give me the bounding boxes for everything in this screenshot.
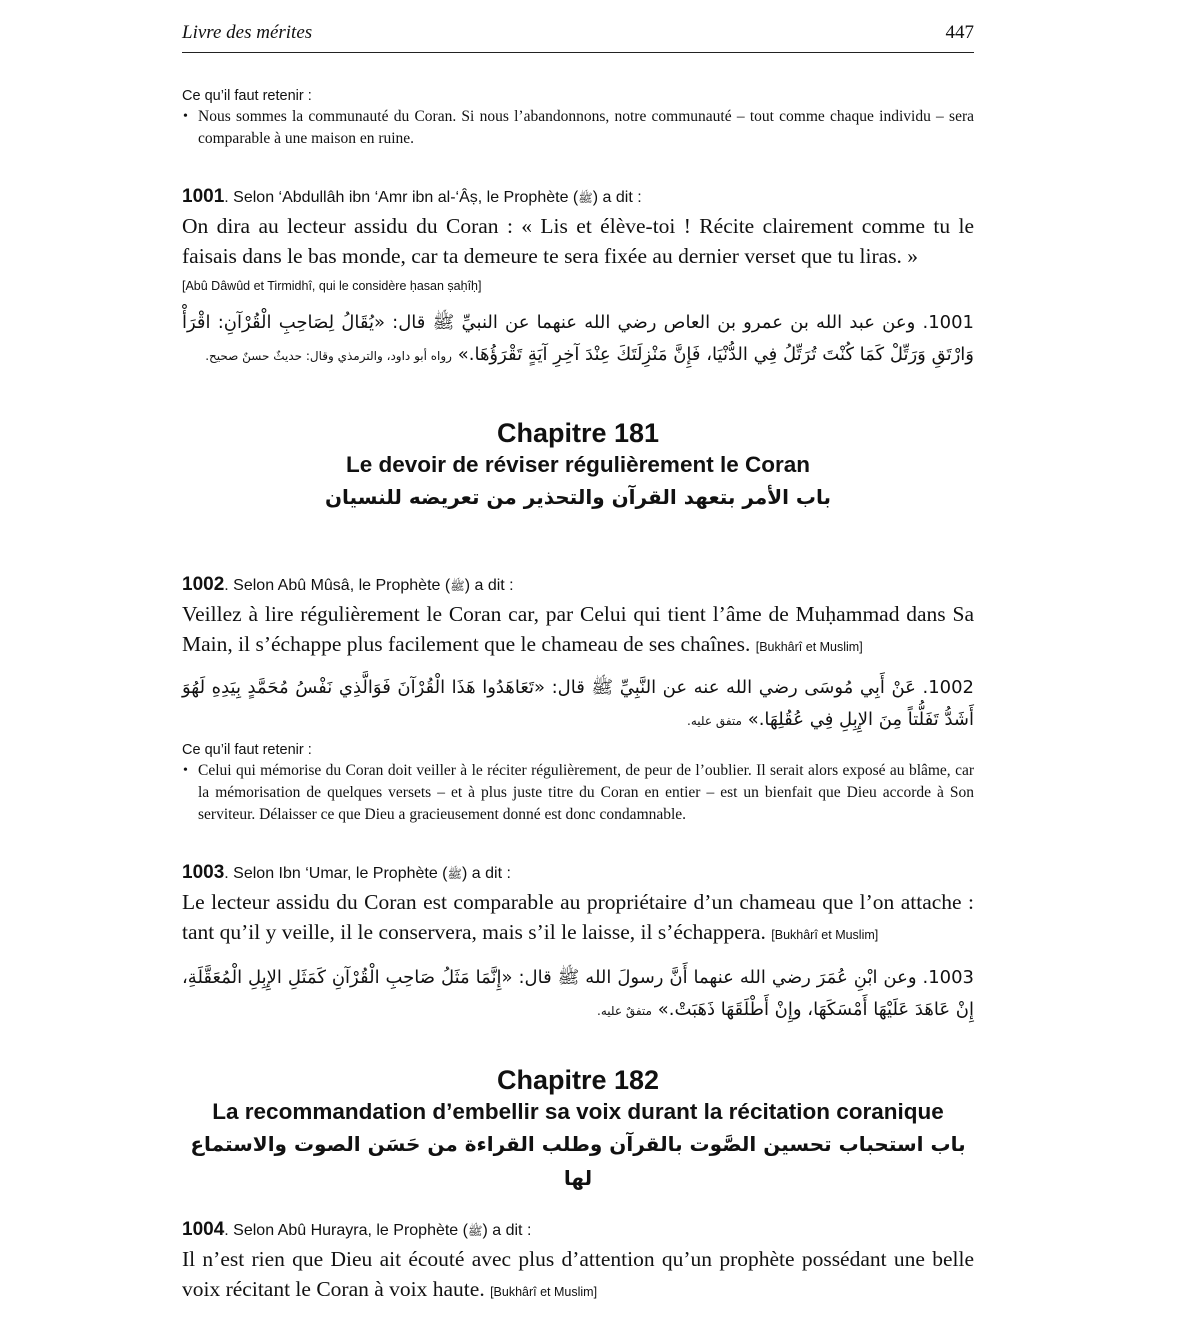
hadith-source: [Bukhârî et Muslim] xyxy=(771,928,879,942)
bullet-icon: • xyxy=(183,763,188,778)
retenir-item xyxy=(182,106,974,150)
hadith-narrator: . Selon ‘Abdullâh ibn ‘Amr ibn al-‘Âṣ, le Prophète ( xyxy=(224,189,579,206)
hadith-source: [Abû Dâwûd et Tirmidhî, qui le considère ḥasan ṣaḥîḥ] xyxy=(182,279,482,293)
bullet-icon: • xyxy=(183,109,188,124)
hadith-heading xyxy=(182,574,974,597)
hadith-number: 1001 xyxy=(182,186,225,207)
hadith-body: Il n’est rien que Dieu ait écouté avec plus d’attention qu’un prophète possédant une belle voix récitant le Coran à voix haute. xyxy=(182,1247,974,1301)
retenir-list xyxy=(182,760,974,826)
hadith-text xyxy=(182,887,974,950)
retenir-label: Ce qu’il faut retenir : xyxy=(182,88,312,104)
salutation-icon: ﷺ xyxy=(447,867,463,881)
hadith-heading xyxy=(182,186,974,209)
arabic-text: 1001. وعن عبد الله بن عمرو بن العاص رضي الله عنهما عن النبيِّ ﷺ قال: «يُقَالُ لِصَاحِبِ الْقُرْآنِ: اقْرَأْ وَارْتَقِ وَرَتِّلْ كَمَا كُنْتَ تُرَتِّلُ فِي الدُّنْيَا، فَإِنَّ مَنْزِلَتَكَ عِنْدَ آخِرِ آيَةٍ تَقْرَؤُهَا.» xyxy=(182,312,974,365)
hadith-narrator-end: ) a dit : xyxy=(462,865,511,882)
hadith-narrator: . Selon Ibn ‘Umar, le Prophète ( xyxy=(224,865,448,882)
hadith-body: Veillez à lire régulièrement le Coran car, par Celui qui tient l’âme de Muḥammad dans Sa Main, il s’échappe plus facilement que le chameau de ses chaînes. xyxy=(182,602,974,656)
hadith-number: 1002 xyxy=(182,574,225,595)
hadith-source: [Bukhârî et Muslim] xyxy=(755,640,863,654)
hadith-narrator-end: ) a dit : xyxy=(482,1222,532,1239)
hadith-arabic xyxy=(182,672,974,737)
chapter-number: Chapitre 181 xyxy=(496,418,660,448)
hadith-1002 xyxy=(182,574,974,737)
hadith-narrator-end: ) a dit : xyxy=(464,577,514,594)
hadith-1003 xyxy=(182,862,974,1027)
hadith-text xyxy=(182,599,974,662)
salutation-icon: ﷺ xyxy=(467,1224,483,1238)
chapter-arabic-title: باب الأمر بتعهد القرآن والتحذير من تعريضه للنسيان xyxy=(324,485,832,509)
hadith-text xyxy=(182,1244,974,1307)
hadith-text: On dira au lecteur assidu du Coran : « Lis et élève-toi ! Récite clairement comme tu le faisais dans le bas monde, car ta demeure te sera fixée au dernier verset que tu liras. » xyxy=(182,214,974,268)
header-rule xyxy=(182,52,974,53)
hadith-heading xyxy=(182,1219,974,1242)
hadith-body: Le lecteur assidu du Coran est comparable au propriétaire d’un chameau que l’on attache : tant qu’il y veille, il le conservera, mais s’il le laisse, il s’échappera. xyxy=(182,890,974,944)
chapter-title: La recommandation d’embellir sa voix durant la récitation coranique xyxy=(212,1099,944,1124)
hadith-narrator: . Selon Abû Mûsâ, le Prophète ( xyxy=(224,577,451,594)
chapter-arabic-title: باب استحباب تحسين الصَّوت بالقرآن وطلب القراءة من حَسَن الصوت والاستماع لها xyxy=(190,1132,966,1190)
chapter-182-heading xyxy=(182,1063,974,1195)
hadith-narrator-end: ) a dit : xyxy=(592,189,642,206)
running-title: Livre des mérites xyxy=(182,22,313,43)
arabic-source: متفق عليه. xyxy=(687,714,742,728)
hadith-number: 1004 xyxy=(182,1219,225,1240)
salutation-icon: ﷺ xyxy=(578,191,593,205)
hadith-narrator: . Selon Abû Hurayra, le Prophète ( xyxy=(224,1222,468,1239)
hadith-heading xyxy=(182,862,974,885)
hadith-1004 xyxy=(182,1219,974,1307)
chapter-title: Le devoir de réviser régulièrement le Coran xyxy=(346,452,810,477)
retenir-box xyxy=(182,88,974,150)
retenir-text: Celui qui mémorise du Coran doit veiller à le réciter régulièrement, de peur de l’oublier. Il serait alors exposé au blâme, car la mémorisation de quelques versets – et à plus juste titre du Coran en entier – est un bienfait que Dieu accorde à Son serviteur. Délaisser ce que Dieu a gracieusement donné est donc condamnable. xyxy=(198,762,974,823)
retenir-item xyxy=(182,760,974,826)
running-head xyxy=(182,20,974,50)
retenir-label: Ce qu’il faut retenir : xyxy=(182,742,312,758)
arabic-text: 1002. عَنْ أَبِي مُوسَى رضي الله عنه عن النَّبِيِّ ﷺ قال: «تَعَاهَدُوا هَذَا الْقُرْآنَ فَوَالَّذِي نَفْسُ مُحَمَّدٍ بِيَدِهِ لَهُوَ أَشَدُّ تَفَلُّتاً مِنَ الإِبِلِ فِي عُقُلِهَا.» xyxy=(182,677,974,730)
chapter-number: Chapitre 182 xyxy=(496,1065,660,1095)
retenir-text: Nous sommes la communauté du Coran. Si nous l’abandonnons, notre communauté – tout comme chaque individu – sera comparable à une maison en ruine. xyxy=(198,108,974,147)
retenir-list xyxy=(182,106,974,150)
hadith-arabic xyxy=(182,307,974,372)
arabic-text: 1003. وعن ابْنِ عُمَرَ رضي الله عنهما أَنَّ رسولَ الله ﷺ قال: «إِنَّمَا مَثَلُ صَاحِبِ الْقُرْآنِ كَمَثَلِ الإِبِلِ الْمُعَقَّلَةِ، إِنْ عَاهَدَ عَلَيْهَا أَمْسَكَهَا، وإِنْ أَطْلَقَهَا ذَهَبَتْ.» xyxy=(182,967,974,1020)
salutation-icon: ﷺ xyxy=(450,579,465,593)
hadith-source: [Bukhârî et Muslim] xyxy=(490,1285,598,1299)
hadith-number: 1003 xyxy=(182,862,225,883)
chapter-181-heading xyxy=(182,416,974,514)
arabic-source: متفقٌ عليه. xyxy=(597,1004,652,1018)
page-number: 447 xyxy=(945,22,974,43)
hadith-1001 xyxy=(182,186,974,372)
retenir-box xyxy=(182,742,974,826)
arabic-source: رواه أبو داود، والترمذي وقال: حديثٌ حسنٌ صحيح. xyxy=(205,349,452,363)
hadith-arabic xyxy=(182,962,974,1027)
